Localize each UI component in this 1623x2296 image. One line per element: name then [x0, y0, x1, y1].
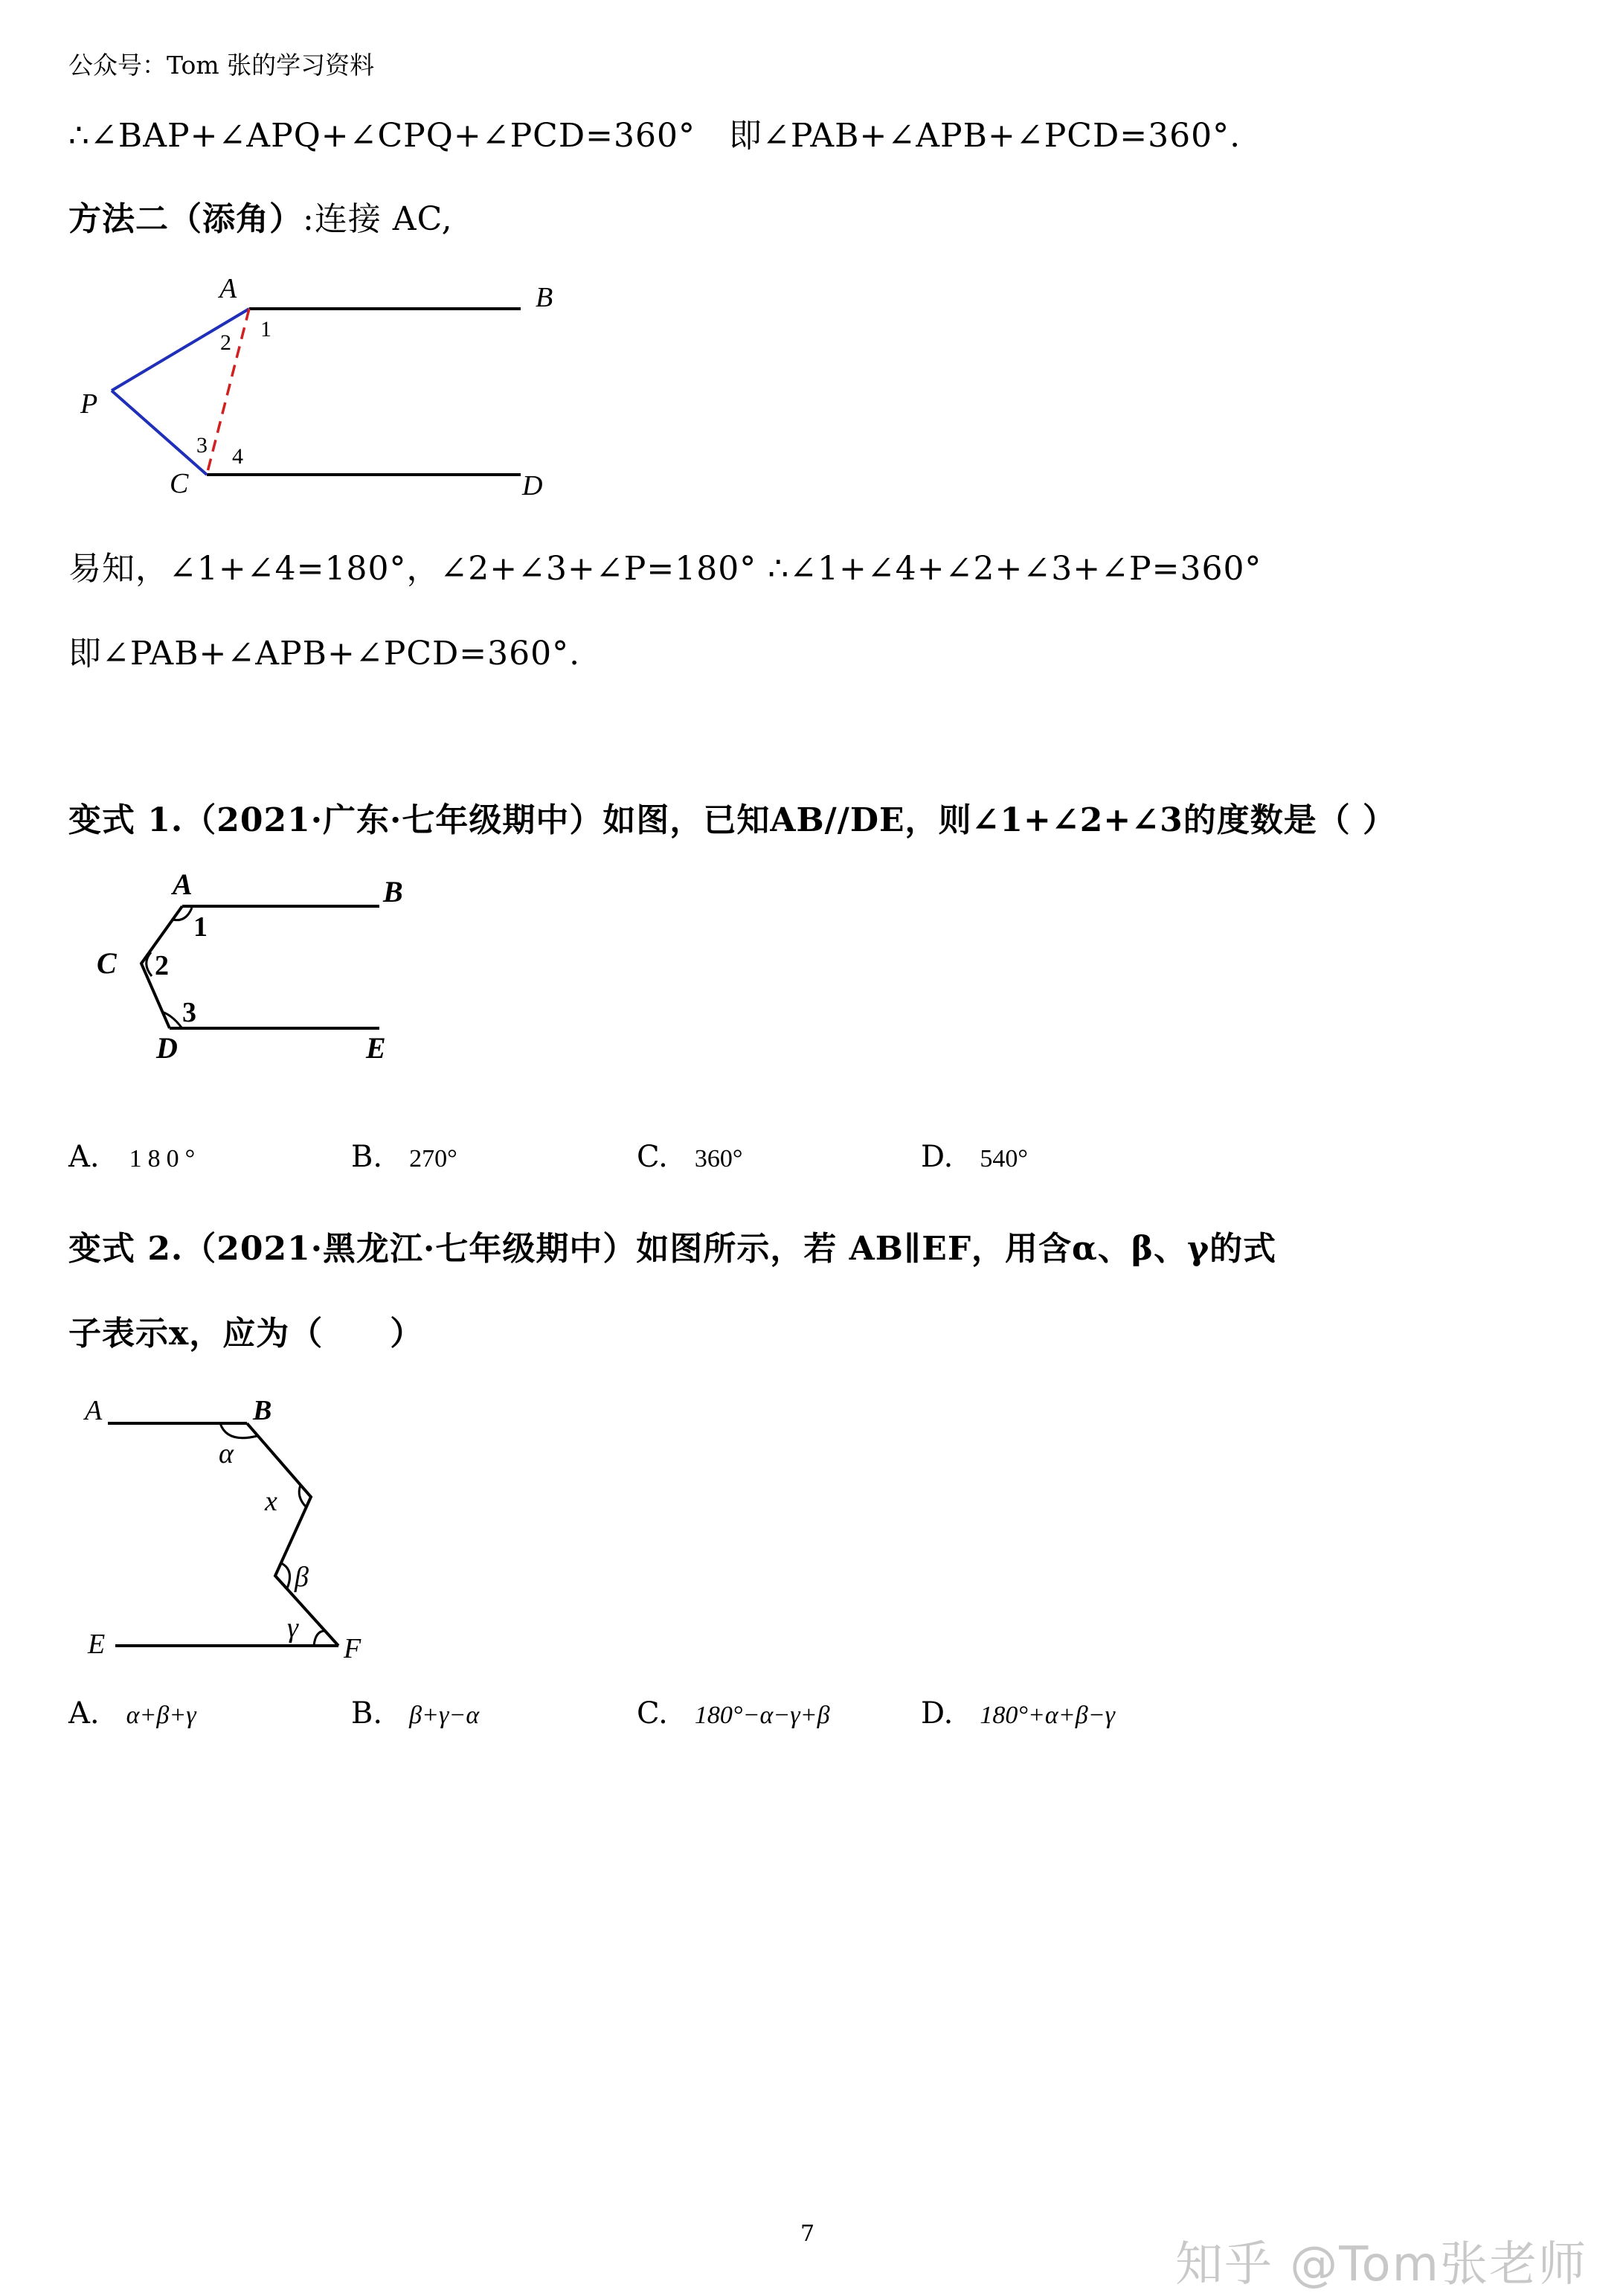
angle-label-3: 3	[182, 997, 196, 1028]
angle-label-1: 1	[260, 317, 271, 341]
variant2-option-d[interactable]	[921, 1696, 1115, 1731]
option-value: 180°+α+β−γ	[980, 1702, 1115, 1729]
option-value: 180°	[129, 1145, 202, 1173]
label-a: A	[219, 273, 237, 304]
label-c: C	[97, 946, 117, 980]
segment-pc	[112, 391, 207, 475]
variant1-figure	[82, 863, 469, 1086]
label-b: B	[383, 875, 403, 908]
label-c: C	[170, 468, 189, 499]
option-letter: D.	[921, 1140, 954, 1174]
method2-heading	[68, 192, 453, 240]
page-number: 7	[800, 2221, 815, 2247]
option-value: 270°	[409, 1145, 457, 1173]
label-e: E	[88, 1629, 106, 1659]
proof-conclusion: ∴∠BAP+∠APQ+∠CPQ+∠PCD=360° 即∠PAB+∠APB+∠PCD=360°.	[68, 117, 1241, 155]
angle-label-4: 4	[232, 444, 243, 469]
variant2-figure	[74, 1384, 402, 1659]
watermark: 知乎 @Tom张老师	[1174, 2237, 1587, 2292]
label-f: F	[344, 1633, 361, 1659]
option-letter: D.	[921, 1696, 954, 1731]
label-b: B	[536, 282, 553, 313]
variant1-option-d[interactable]	[921, 1140, 1028, 1174]
label-alpha: α	[219, 1438, 234, 1469]
angle-arc-gamma	[314, 1631, 325, 1646]
variant1-option-a[interactable]	[68, 1140, 201, 1174]
option-letter: C.	[637, 1696, 668, 1731]
angle-label-1: 1	[193, 911, 208, 943]
angle-label-3: 3	[196, 433, 208, 458]
option-letter: A.	[68, 1696, 100, 1731]
label-d: D	[522, 470, 543, 501]
option-value: 360°	[694, 1145, 743, 1173]
method2-title: 方法二（添角）	[68, 200, 303, 238]
label-d: D	[156, 1031, 178, 1065]
option-letter: B.	[351, 1696, 383, 1731]
label-gamma: γ	[287, 1612, 298, 1644]
option-value: 180°−α−γ+β	[694, 1702, 830, 1729]
label-a: A	[85, 1395, 103, 1426]
variant1-option-b[interactable]	[351, 1140, 457, 1174]
method2-figure	[67, 268, 573, 506]
variant1-option-c[interactable]	[637, 1140, 743, 1174]
page-header: 公众号：Tom 张的学习资料	[68, 51, 375, 80]
label-p: P	[80, 388, 98, 420]
option-value: α+β+γ	[126, 1702, 196, 1729]
label-a: A	[173, 868, 193, 901]
label-x: x	[265, 1486, 277, 1517]
angle-label-2: 2	[220, 330, 231, 355]
label-b: B	[253, 1395, 272, 1426]
method2-line2: 即∠PAB+∠APB+∠PCD=360°.	[68, 635, 581, 673]
option-value: β+γ−α	[409, 1702, 480, 1729]
variant2-option-b[interactable]	[351, 1696, 479, 1731]
angle-label-2: 2	[155, 950, 169, 981]
method2-line1: 易知，∠1+∠4=180°，∠2+∠3+∠P=180° ∴∠1+∠4+∠2+∠3+∠P=360°	[68, 550, 1262, 588]
variant2-question-line1: 变式 2.（2021·黑龙江·七年级期中）如图所示，若 AB∥EF，用含α、β、γ的式	[68, 1230, 1277, 1268]
variant2-option-c[interactable]	[637, 1696, 830, 1731]
option-value: 540°	[980, 1145, 1028, 1173]
variant1-question: 变式 1.（2021·广东·七年级期中）如图，已知AB//DE，则∠1+∠2+∠3的度数是（ ）	[68, 801, 1397, 839]
method2-desc: :连接 AC,	[303, 200, 453, 238]
option-letter: A.	[68, 1140, 100, 1174]
variant2-option-a[interactable]	[68, 1696, 196, 1731]
option-letter: B.	[351, 1140, 383, 1174]
variant2-question-line2: 子表示x，应为（ ）	[68, 1315, 424, 1353]
label-beta: β	[295, 1562, 309, 1593]
option-letter: C.	[637, 1140, 668, 1174]
label-e: E	[366, 1031, 386, 1065]
